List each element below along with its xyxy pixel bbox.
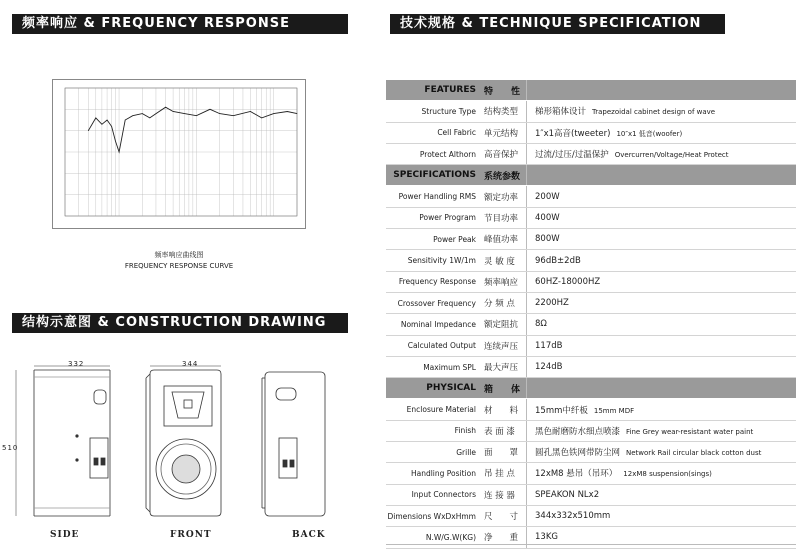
- technique-specification-title-cn: 技术规格 &: [400, 16, 474, 31]
- spec-label-cn: 分 频 点: [480, 292, 527, 313]
- spec-value: 60HZ-18000HZ: [535, 276, 601, 287]
- spec-value: 黑色耐磨防水细点喷漆: [535, 426, 621, 437]
- spec-label-en: N.W/G.W(KG): [386, 527, 480, 548]
- data-point: [111, 126, 112, 127]
- data-point: [297, 113, 298, 114]
- side-view: [16, 366, 110, 516]
- spec-row: [386, 143, 796, 164]
- spec-label-en: Calculated Output: [386, 335, 480, 356]
- data-point: [273, 113, 274, 114]
- data-point: [95, 118, 96, 119]
- spec-value: 过流/过压/过温保护: [535, 150, 609, 161]
- section-features: [386, 80, 796, 101]
- spec-row: [386, 399, 796, 420]
- data-point: [173, 111, 174, 112]
- spec-label-en: Sensitivity 1W/1m: [386, 250, 480, 271]
- spec-value-note: Network Rail circular black cotton dust: [626, 449, 762, 458]
- spec-value: 117dB: [535, 340, 563, 351]
- spec-value: 800W: [535, 234, 560, 245]
- spec-value: 15mm中纤板: [535, 405, 588, 416]
- front-view: [146, 366, 221, 516]
- spec-value: 12xM8 悬吊（吊环）: [535, 469, 618, 480]
- spec-label-en: Structure Type: [386, 101, 480, 122]
- spec-value-cell: [527, 292, 797, 313]
- spec-label-en: Dimensions WxDxHmm: [386, 505, 480, 526]
- spec-label-cn: 频率响应: [480, 271, 527, 292]
- spec-value: 13KG: [535, 532, 558, 543]
- spec-value: 400W: [535, 212, 560, 223]
- data-point: [210, 109, 211, 110]
- spec-value-cell: [527, 271, 797, 292]
- spec-label-cn: 净 重: [480, 527, 527, 548]
- spec-label-en: Grille: [386, 442, 480, 463]
- spec-value: 200W: [535, 191, 560, 202]
- data-point: [88, 130, 89, 131]
- spec-label-en: Frequency Response: [386, 271, 480, 292]
- back-view: [262, 372, 325, 516]
- spec-label-en: Handling Position: [386, 463, 480, 484]
- spec-value-cell: [527, 463, 797, 484]
- spec-value-note: 15mm MDF: [593, 406, 635, 415]
- data-point: [196, 115, 197, 116]
- spec-row: [386, 122, 796, 143]
- spec-label-cn: 高音保护: [480, 143, 527, 164]
- spec-row: [386, 335, 796, 356]
- spec-label-en: Protect Althorn: [386, 143, 480, 164]
- spec-label-cn: 最大声压: [480, 356, 527, 377]
- spec-value-cell: [527, 186, 797, 207]
- spec-label-cn: 节目功率: [480, 207, 527, 228]
- spec-label-en: Power Program: [386, 207, 480, 228]
- spec-value-note: 10″x1 低音(woofer): [616, 129, 683, 138]
- spec-value-cell: [527, 399, 797, 420]
- spec-value-note: Trapezoidal cabinet design of wave: [592, 108, 716, 117]
- section-title-en: FEATURES: [386, 80, 480, 101]
- spec-value-note: Overcurren/Voltage/Heat Protect: [614, 151, 729, 160]
- spec-value: SPEAKON NLx2: [535, 489, 600, 500]
- spec-value: 圆孔黑色铁网带防尘网: [535, 448, 621, 459]
- height-dimension: 510: [2, 444, 19, 452]
- spec-value-cell: [527, 314, 797, 335]
- spec-row: [386, 442, 796, 463]
- front-width-dimension: 344: [182, 360, 199, 368]
- construction-drawings: [0, 340, 360, 553]
- spec-value-cell: [527, 356, 797, 377]
- spec-value-cell: [527, 505, 797, 526]
- spec-row: [386, 314, 796, 335]
- spec-value-cell: [527, 442, 797, 463]
- frequency-response-header: [12, 14, 348, 34]
- spec-row: [386, 356, 796, 377]
- spec-row: [386, 484, 796, 505]
- data-point: [287, 111, 288, 112]
- spec-value-cell: [527, 250, 797, 271]
- spec-row: [386, 463, 796, 484]
- spec-value-cell: [527, 101, 797, 122]
- chart-caption-cn: 频率响应曲线图: [154, 251, 204, 259]
- spec-row: [386, 101, 796, 122]
- data-point: [150, 118, 151, 119]
- frequency-response-plot: [53, 80, 305, 228]
- front-label: FRONT: [170, 530, 212, 540]
- table-bottom-rule: [386, 544, 796, 545]
- spec-label-en: Enclosure Material: [386, 399, 480, 420]
- frequency-response-title-en: FREQUENCY RESPONSE: [101, 16, 290, 31]
- spec-label-cn: 连续声压: [480, 335, 527, 356]
- data-point: [250, 111, 251, 112]
- data-point: [184, 113, 185, 114]
- spec-label-cn: 结构类型: [480, 101, 527, 122]
- frequency-response-title-cn: 频率响应 &: [22, 16, 96, 31]
- spec-value-cell: [527, 484, 797, 505]
- spec-label-cn: 额定功率: [480, 186, 527, 207]
- back-label: BACK: [292, 530, 326, 540]
- section-physical: [386, 378, 796, 399]
- section-title-cn: 特 性: [480, 80, 527, 101]
- spec-row: [386, 271, 796, 292]
- specification-table: [386, 80, 796, 549]
- spec-value-cell: [527, 143, 797, 164]
- spec-value: 2200HZ: [535, 298, 569, 309]
- spec-value: 124dB: [535, 362, 563, 372]
- spec-label-cn: 单元结构: [480, 122, 527, 143]
- data-point: [132, 115, 133, 116]
- spec-label-cn: 表 面 漆: [480, 420, 527, 441]
- spec-label-cn: 面 罩: [480, 442, 527, 463]
- spec-row: [386, 420, 796, 441]
- spec-label-en: Power Handling RMS: [386, 186, 480, 207]
- spec-label-en: Power Peak: [386, 229, 480, 250]
- data-point: [142, 113, 143, 114]
- spec-row: [386, 505, 796, 526]
- section-title-en: PHYSICAL: [386, 378, 480, 399]
- spec-value: 8Ω: [535, 319, 547, 330]
- spec-label-en: Input Connectors: [386, 484, 480, 505]
- spec-label-cn: 峰值功率: [480, 229, 527, 250]
- spec-row: [386, 229, 796, 250]
- data-point: [156, 113, 157, 114]
- data-point: [102, 124, 103, 125]
- spec-row: [386, 186, 796, 207]
- construction-drawing-title-en: CONSTRUCTION DRAWING: [115, 315, 327, 330]
- spec-label-cn: 灵 敏 度: [480, 250, 527, 271]
- spec-label-cn: 尺 寸: [480, 505, 527, 526]
- side-width-dimension: 332: [68, 360, 85, 368]
- technique-specification-title-en: TECHNIQUE SPECIFICATION: [479, 16, 702, 31]
- chart-caption-en: FREQUENCY RESPONSE CURVE: [124, 262, 234, 270]
- technique-specification-header: [390, 14, 725, 34]
- spec-value: 344x332x510mm: [535, 511, 611, 522]
- spec-value-cell: [527, 335, 797, 356]
- spec-value: 1″x1高音(tweeter): [535, 128, 611, 139]
- construction-drawing-title-cn: 结构示意图 &: [22, 315, 110, 330]
- data-point: [219, 113, 220, 114]
- spec-value-cell: [527, 229, 797, 250]
- spec-label-en: Maximum SPL: [386, 356, 480, 377]
- spec-label-en: Cell Fabric: [386, 122, 480, 143]
- spec-label-en: Nominal Impedance: [386, 314, 480, 335]
- data-point: [115, 141, 116, 142]
- spec-label-en: Crossover Frequency: [386, 292, 480, 313]
- frequency-response-chart: [52, 79, 306, 229]
- data-point: [119, 152, 120, 153]
- spec-value-cell: [527, 207, 797, 228]
- spec-label-en: Finish: [386, 420, 480, 441]
- spec-row: [386, 292, 796, 313]
- data-point: [125, 120, 126, 121]
- spec-label-cn: 吊 挂 点: [480, 463, 527, 484]
- spec-value: 96dB±2dB: [535, 255, 581, 266]
- side-label: SIDE: [50, 530, 80, 540]
- spec-row: [386, 207, 796, 228]
- spec-value: 梯形箱体设计: [535, 107, 587, 118]
- spec-value-cell: [527, 122, 797, 143]
- data-point: [165, 107, 166, 108]
- spec-label-cn: 材 料: [480, 399, 527, 420]
- construction-drawing-header: [12, 313, 348, 333]
- spec-value-cell: [527, 420, 797, 441]
- data-point: [107, 120, 108, 121]
- section-title-cn: 箱 体: [480, 378, 527, 399]
- section-title-en: SPECIFICATIONS: [386, 165, 480, 186]
- spec-row: [386, 250, 796, 271]
- section-title-cn: 系统参数: [480, 165, 527, 186]
- data-point: [233, 115, 234, 116]
- spec-value-note: 12xM8 suspension(sings): [623, 470, 712, 479]
- spec-label-cn: 连 接 器: [480, 484, 527, 505]
- data-point: [261, 118, 262, 119]
- section-specifications: [386, 165, 796, 186]
- spec-value-note: Fine Grey wear-resistant water paint: [626, 427, 754, 436]
- spec-label-cn: 额定阻抗: [480, 314, 527, 335]
